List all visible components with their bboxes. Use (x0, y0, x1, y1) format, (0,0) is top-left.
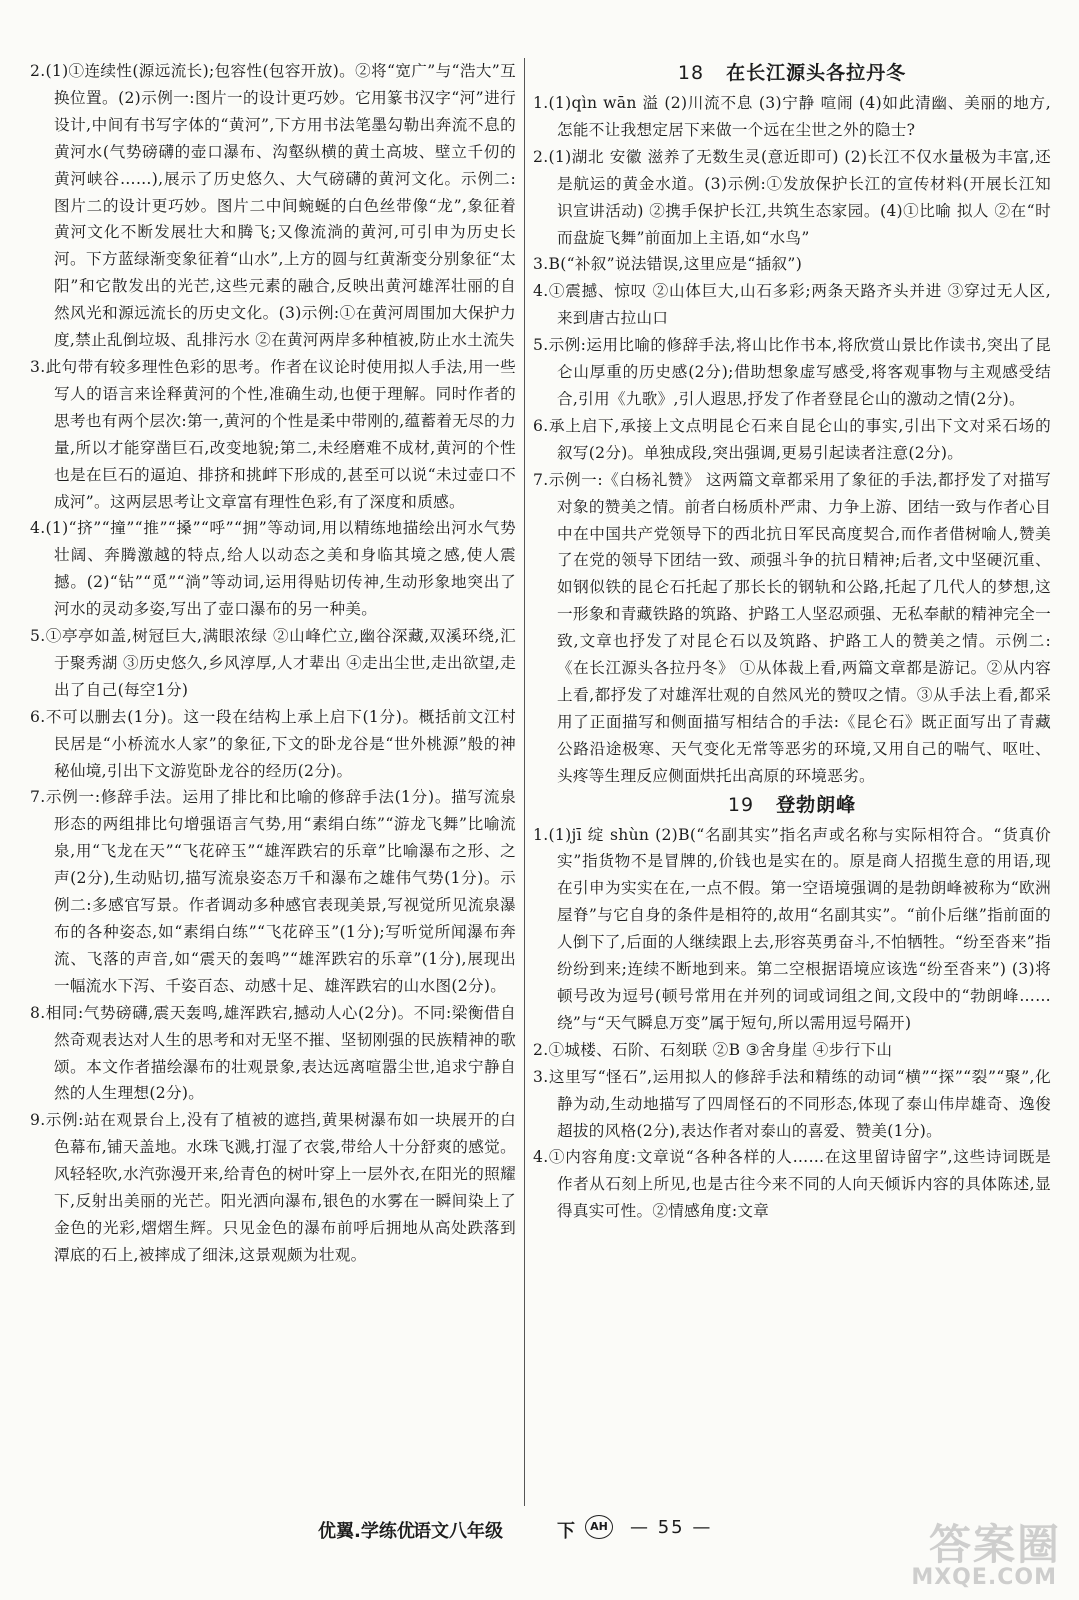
watermark-url: MXQE.COM (911, 1565, 1057, 1590)
column-divider (524, 58, 525, 1506)
section-number: 18 (677, 62, 705, 84)
page-number: — 55 — (630, 1517, 713, 1538)
answer-item: 7.示例一:修辞手法。运用了排比和比喻的修辞手法(1分)。描写流泉形态的两组排比句增强语言气势,用“素绢白练”“游龙飞舞”比喻流泉,用“飞龙在天”“飞花碎玉”“雄浑跌宕的乐章”比喻瀑布之形、之声(2分),生动贴切,描写流泉姿态万千和瀑布之雄伟气势(1分)。示例二:多感官写景。作者调动多种感官表现美景,写视觉所见流泉瀑布的各种姿态,如“素绢白练”“飞花碎玉”(1分);写听觉所闻瀑布奔流、飞落的声音,如“震天的轰鸣”“雄浑跌宕的乐章”(1分),展现出一幅流水下泻、千姿百态、动感十足、雄浑跌宕的山水图(2分)。 (30, 788, 516, 995)
right-column (533, 58, 1051, 1225)
answer-item: 5.示例:运用比喻的修辞手法,将山比作书本,将欣赏山景比作读书,突出了昆仑山厚重的历史感(2分);借助想象虚写感受,将客观事物与主观感受结合,引用《九歌》,引人遐思,抒发了作者登昆仑山的激动之情(2分)。 (533, 336, 1051, 408)
answer-item: 4.(1)“挤”“撞”“推”“搡”“呼”“拥”等动词,用以精练地描绘出河水气势壮阔、奔腾激越的特点,给人以动态之美和身临其境之感,使人震撼。(2)“钻”“觅”“淌”等动词,运用得贴切传神,生动形象地突出了河水的灵动多姿,写出了壶口瀑布的另一种美。 (30, 519, 516, 619)
section-title: 在长江源头各拉丹冬 (726, 62, 907, 84)
watermark-logo (881, 1512, 1061, 1590)
footer-brand: 优翼.学练优 (318, 1521, 415, 1542)
left-column (30, 58, 516, 1269)
answer-item: 2.(1)①连续性(源远流长);包容性(包容开放)。②将“宽广”与“浩大”互换位置。(2)示例一:图片一的设计更巧妙。它用篆书汉字“河”进行设计,中间有书写字体的“黄河”,下方用书法笔墨勾勒出奔流不息的黄河水(气势磅礴的壶口瀑布、沟壑纵横的黄土高坡、壁立千仞的黄河峡谷……),展示了历史悠久、大气磅礴的黄河文化。示例二:图片二的设计更巧妙。图片二中间蜿蜒的白色丝带像“龙”,象征着黄河文化不断发展壮大和腾飞;又像流淌的黄河,可引申为历史长河。下方蓝绿渐变象征着“山水”,上方的圆与红黄渐变分别象征“太阳”和它散发出的光芒,这些元素的融合,反映出黄河雄浑壮丽的自然风光和源远流长的历史文化。(3)示例:①在黄河周围加大保护力度,禁止乱倒垃圾、乱排污水 ②在黄河两岸多种植被,防止水土流失 (30, 62, 516, 350)
section-number: 19 (727, 793, 755, 816)
answer-item: 9.示例:站在观景台上,没有了植被的遮挡,黄果树瀑布如一块展开的白色幕布,铺天盖地。水珠飞溅,打湿了衣裳,带给人十分舒爽的感觉。风轻轻吹,水汽弥漫开来,给青色的树叶穿上一层外衣,在阳光的照耀下,反射出美丽的光芒。阳光洒向瀑布,银色的水雾在一瞬间染上了金色的光彩,熠熠生辉。只见金色的瀑布前呼后拥地从高处跌落到潭底的石上,被摔成了细沫,这景观颇为壮观。 (30, 1111, 516, 1264)
answer-item: 3.此句带有较多理性色彩的思考。作者在议论时使用拟人手法,用一些写人的语言来诠释黄河的个性,准确生动,也便于理解。同时作者的思考也有两个层次:第一,黄河的个性是柔中带刚的,蕴蓄着无尽的力量,所以才能穿凿巨石,改变地貌;第二,未经磨难不成材,黄河的个性也是在巨石的逼迫、排挤和挑衅下形成的,甚至可以说“未过壶口不成河”。这两层思考让文章富有理性色彩,有了深度和质感。 (30, 357, 516, 511)
answer-item: 3.B(“补叙”说法错误,这里应是“插叙”) (533, 255, 803, 274)
answer-item: 1.(1)jī 绽 shùn (2)B(“名副其实”指名声或名称与实际相符合。“货真价实”指货物不是冒牌的,价钱也是实在的。原是商人招揽生意的用语,现在引申为实实在在,一点不假。第一空语境强调的是勃朗峰被称为“欧洲屋脊”与它自身的条件是相符的,故用“名副其实”。“前仆后继”指前面的人倒下了,后面的人继续跟上去,形容英勇奋斗,不怕牺牲。“纷至沓来”指纷纷到来;连续不断地到来。第二空根据语境应该选“纷至沓来”) (3)将顿号改为逗号(顿号常用在并列的词或词组之间,文段中的“勃朗峰……绕”与“天气瞬息万变”属于短句,所以需用逗号隔开) (533, 825, 1051, 1032)
section-title: 登勃朗峰 (776, 793, 857, 816)
answer-item: 4.①内容角度:文章说“各种各样的人……在这里留诗留字”,这些诗词既是作者从石刻上所见,也是古往今来不同的人向天倾诉内容的具体陈述,显得真实可性。②情感角度:文章 (533, 1148, 1051, 1221)
answer-item: 2.(1)湖北 安徽 滋养了无数生灵(意近即可) (2)长江不仅水量极为丰富,还是航运的黄金水道。(3)示例:①发放保护长江的宣传材料(开展长江知识宣讲活动) ②携手保护长江,共筑生态家园。(4)①比喻 拟人 ②在“时而盘旋飞舞”前面加上主语,如“水鸟” (533, 147, 1051, 247)
edition-badge-icon: AH (585, 1515, 613, 1539)
watermark-text: 答案圈 (928, 1520, 1061, 1569)
answer-item: 2.①城楼、石阶、石刻联 ②B ③舍身崖 ④步行下山 (533, 1040, 893, 1059)
footer-term: 下 (557, 1521, 575, 1542)
section-19-heading (533, 790, 1051, 820)
answer-item: 6.承上启下,承接上文点明昆仑石来自昆仑山的事实,引出下文对采石场的叙写(2分)。单独成段,突出强调,更易引起读者注意(2分)。 (533, 416, 1051, 462)
answer-item: 7.示例一:《白杨礼赞》 这两篇文章都采用了象征的手法,都抒发了对描写对象的赞美之情。前者白杨质朴严肃、力争上游、团结一致与作者心目中在中国共产党领导下的西北抗日军民高度契合,而作者借树喻人,赞美了在党的领导下团结一致、顽强斗争的抗日精神;后者,文中坚硬沉重、如钢似铁的昆仑石托起了那长长的钢轨和公路,托起了几代人的梦想,这一形象和青藏铁路的筑路、护路工人坚忍顽强、无私奉献的精神完全一致,文章也抒发了对昆仑石以及筑路、护路工人的赞美之情。示例二:《在长江源头各拉丹冬》 ①从体裁上看,两篇文章都是游记。②从内容上看,都抒发了对雄浑壮观的自然风光的赞叹之情。③从手法上看,都采用了正面描写和侧面描写相结合的手法:《昆仑石》既正面写出了青藏公路沿途极寒、天气变化无常等恶劣的环境,又用自己的喘气、呕吐、头疼等生理反应侧面烘托出高原的环境恶劣。 (533, 470, 1051, 785)
answer-item: 8.相同:气势磅礴,震天轰鸣,雄浑跌宕,撼动人心(2分)。不同:梁衡借自然奇观表达对人生的思考和对无坚不摧、坚韧刚强的民族精神的歌颂。本文作者描绘瀑布的壮观景象,表达远离喧嚣尘世,追求宁静自然的人生理想(2分)。 (30, 1003, 516, 1103)
footer-subject: 语文八年级 (413, 1521, 503, 1542)
section-18-heading (533, 58, 1051, 88)
answer-item: 4.①震撼、惊叹 ②山体巨大,山石多彩;两条天路齐头并进 ③穿过无人区,来到唐古拉山口 (533, 282, 1051, 328)
answer-item: 3.这里写“怪石”,运用拟人的修辞手法和精练的动词“横”“探”“裂”“聚”,化静为动,生动地描写了四周怪石的不同形态,体现了泰山伟岸雄奇、逸俊超拔的风格(2分),表达作者对泰山的喜爱、赞美(1分)。 (533, 1067, 1051, 1140)
answer-item: 1.(1)qìn wān 溢 (2)川流不息 (3)宁静 喧闹 (4)如此清幽、美丽的地方,怎能不让我想定居下来做一个远在尘世之外的隐士? (533, 94, 1051, 139)
answer-item: 6.不可以删去(1分)。这一段在结构上承上启下(1分)。概括前文江村民居是“小桥流水人家”的象征,下文的卧龙谷是“世外桃源”般的神秘仙境,引出下文游览卧龙谷的经历(2分)。 (30, 707, 516, 780)
answer-item: 5.①亭亭如盖,树冠巨大,满眼浓绿 ②山峰伫立,幽谷深藏,双溪环绕,汇于聚秀湖 ③历史悠久,乡风淳厚,人才辈出 ④走出尘世,走出欲望,走出了自己(每空1分) (30, 627, 516, 699)
